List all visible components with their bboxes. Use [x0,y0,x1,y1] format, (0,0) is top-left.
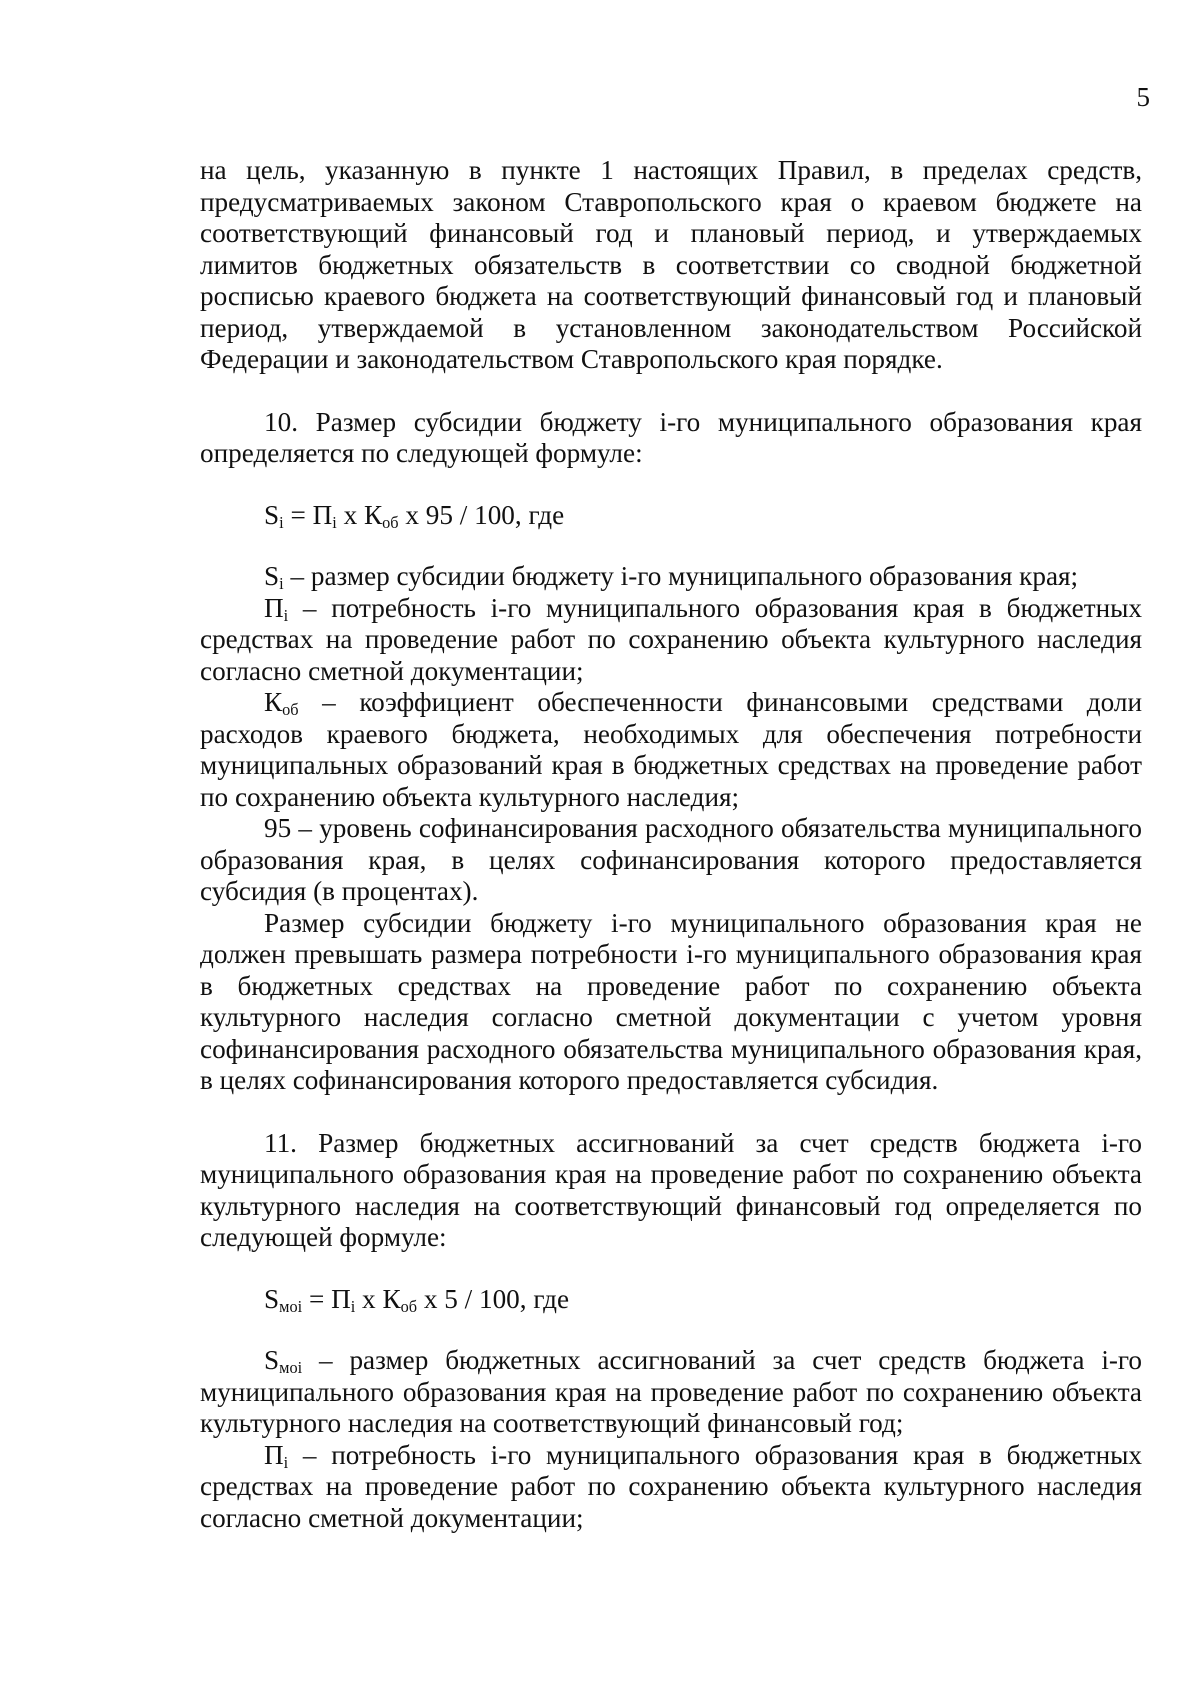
definition-subscript: моi [279,1358,303,1378]
definition-s [200,561,1142,593]
page-number: 5 [1136,82,1150,112]
formula-subscript: i [279,512,284,532]
formula-assignments [264,1284,1142,1316]
definition-subscript: i [283,1452,289,1472]
definition-text: – размер бюджетных ассигнований за счет средств бюджета i-го муниципального образования края на проведение работ по сохранению объекта культурного наследия на соответствующий финансовый год; [200,1345,1142,1438]
formula-subscript: об [400,1296,418,1316]
definition-text: – размер субсидии бюджету i-го муниципального образования края; [283,561,1079,591]
definition-k [200,687,1142,813]
formula-subscript: i [350,1296,356,1316]
formula-symbol: S [264,499,280,530]
definition-p [200,593,1142,688]
formula-text: х 95 / 100, где [398,499,565,530]
formula-subscript: об [382,512,399,532]
paragraph-10: 10. Размер субсидии бюджету i-го муниципального образования края определяется по следующей формуле: [200,406,1142,468]
formula-text: х 5 / 100, где [417,1283,570,1314]
definition-symbol: П [264,1439,284,1470]
definition-symbol: П [264,592,284,623]
definition-smo [200,1345,1142,1440]
formula-text: х К [336,499,383,530]
paragraph-11: 11. Размер бюджетных ассигнований за счет средств бюджета i-го муниципального образования края на проведение работ по сохранению объекта культурного наследия на соответствующий финансовый год определяется по следующей формуле: [200,1127,1142,1252]
definition-subscript: i [283,605,289,625]
paragraph-intro: на цель, указанную в пункте 1 настоящих Правил, в пределах средств, предусматриваемых законом Ставропольского края о краевом бюджете на соответствующий финансовый год и плановый период, и утверждаемых лимитов бюджетных обязательств в соответствии со сводной бюджетной росписью краевого бюджета на соответствующий финансовый год и плановый период, утверждаемой в установленном законодательством Российской Федерации и законодательством Ставропольского края порядке. [200,155,1142,374]
formula-symbol: S [264,1283,280,1314]
definition-95: 95 – уровень софинансирования расходного обязательства муниципального образования края, в целях софинансирования которого предоставляется субсидия (в процентах). [200,813,1142,906]
definition-text: – потребность i-го муниципального образования края в бюджетных средствах на проведение работ по сохранению объекта культурного наследия согласно сметной документации; [200,592,1142,686]
definition-text: – потребность i-го муниципального образования края в бюджетных средствах на проведение работ по сохранению объекта культурного наследия согласно сметной документации; [200,1439,1142,1533]
definition-subscript: i [279,574,284,594]
formula-text: х К [355,1283,401,1314]
formula-subsidy [264,500,1142,532]
definition-text: – коэффициент обеспеченности финансовыми средствами доли расходов краевого бюджета, необходимых для обеспечения потребности муниципальных образований края в бюджетных средствах на проведение работ по сохранению объекта культурного наследия; [200,687,1142,812]
formula-text: = П [302,1283,351,1314]
formula-subscript: i [332,512,337,532]
definition-symbol: S [264,1345,280,1375]
paragraph-10-limit: Размер субсидии бюджету i-го муниципального образования края не должен превышать размера потребности i-го муниципального образования края в бюджетных средствах на проведение работ по сохранению объекта культурного наследия согласно сметной документации с учетом уровня софинансирования расходного обязательства муниципального образования края, в целях софинансирования которого предоставляется субсидия. [200,907,1142,1095]
formula-text: = П [283,499,333,530]
definition-symbol: S [264,561,280,591]
document-body [200,155,1142,1534]
definition-p-2 [200,1440,1142,1535]
formula-subscript: моi [279,1296,303,1316]
definition-subscript: об [282,700,299,720]
definition-symbol: К [264,687,283,717]
